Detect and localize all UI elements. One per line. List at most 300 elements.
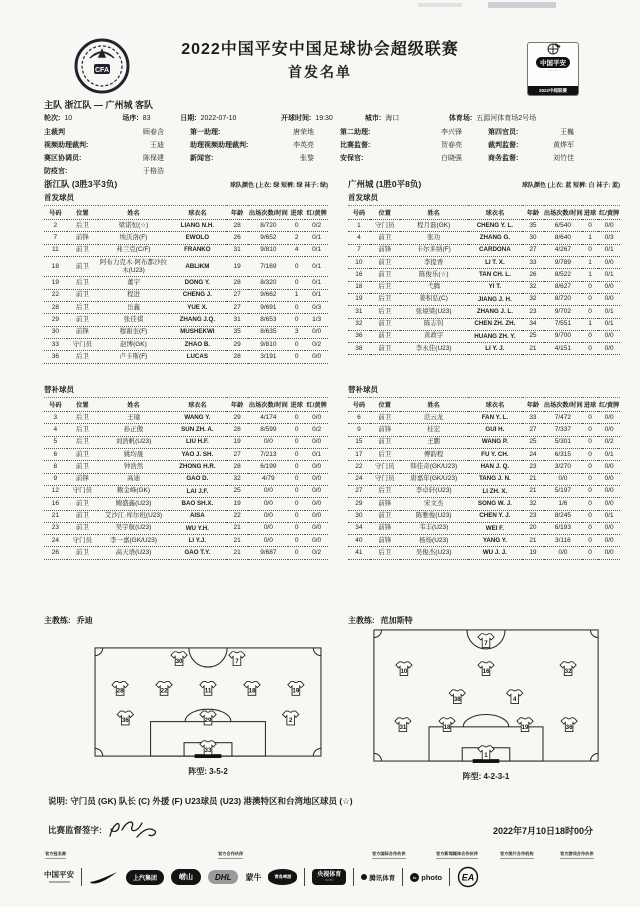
player-cell: 0/0 — [598, 281, 620, 293]
player-cell: 28 — [226, 277, 249, 289]
player-cell: 后卫 — [67, 277, 98, 289]
jersey-icon — [156, 681, 172, 695]
player-cell: 32 — [522, 498, 544, 510]
official-role: 赛区协调员: — [44, 155, 82, 162]
player-cell: GUI H. — [468, 424, 522, 436]
match-info-pair — [365, 113, 449, 123]
column-header: 姓名 — [98, 398, 169, 412]
player-cell: 0/0 — [598, 293, 620, 305]
player-cell: 0/0 — [305, 351, 328, 363]
column-header: 进球 — [288, 206, 305, 220]
column-header: 球衣名 — [169, 398, 226, 412]
player-cell: TANG J. N. — [468, 473, 522, 485]
player-cell: 0 — [288, 424, 305, 436]
player-cell: 21 — [522, 535, 544, 547]
player-cell: 8/635 — [248, 326, 288, 338]
player-cell: 0/1 — [598, 318, 620, 330]
svg-text:EA: EA — [461, 872, 475, 883]
player-cell: 赵博(GK) — [98, 338, 169, 350]
info-value: 海口 — [385, 115, 400, 122]
player-cell: 7 — [44, 232, 67, 244]
jersey-number: 2 — [288, 717, 293, 725]
column-header: 出场次数/时间 — [544, 206, 582, 220]
home-team-name: 浙江队 (3胜3平3负) — [44, 179, 118, 189]
jersey-icon — [112, 681, 128, 695]
info-label: 日期: — [180, 115, 197, 122]
player-row — [348, 473, 620, 485]
player-cell: JIANG J. H. — [468, 293, 522, 305]
player-cell: 黄政宇 — [400, 330, 468, 342]
player-cell: 28 — [226, 424, 249, 436]
column-header: 号码 — [348, 206, 370, 220]
home-starters-section — [44, 192, 328, 364]
player-cell: 前卫 — [370, 510, 400, 522]
player-cell: 0 — [582, 343, 598, 355]
player-cell: 守门员 — [370, 473, 400, 485]
report-datetime: 2022年7月10日18时00分 — [492, 825, 593, 836]
player-cell: FAN Y. L. — [468, 412, 522, 424]
player-row — [44, 256, 328, 276]
scan-artifact — [488, 2, 556, 8]
player-cell: 前卫 — [67, 314, 98, 326]
divider — [304, 868, 305, 886]
official-item — [190, 153, 340, 163]
player-cell: 0 — [288, 314, 305, 326]
jersey-number: 29 — [204, 717, 212, 725]
badge-event: 2022中超联赛 — [528, 86, 578, 95]
ic-circle-icon: ic — [410, 873, 419, 882]
player-cell: 1 — [348, 220, 370, 232]
official-role: 新闻官: — [190, 155, 214, 162]
column-header: 红/黄牌 — [305, 206, 328, 220]
tencent-dot-icon — [361, 874, 367, 880]
player-cell: 0/0 — [305, 498, 328, 510]
player-cell: 后卫 — [370, 547, 400, 559]
match-info-row — [44, 113, 600, 123]
column-header: 年龄 — [226, 398, 249, 412]
player-cell: ZHAO B. — [169, 338, 226, 350]
jersey-number: 18 — [248, 687, 256, 695]
player-row — [348, 436, 620, 448]
player-cell: 前卫 — [67, 256, 98, 276]
player-row — [44, 244, 328, 256]
player-cell: 19 — [226, 436, 249, 448]
official-role: 主裁判 — [44, 129, 65, 136]
player-cell: 前卫 — [67, 510, 98, 522]
info-label: 城市: — [364, 115, 382, 122]
match-info-pair — [122, 113, 180, 123]
player-cell: 8/653 — [248, 314, 288, 326]
player-row — [44, 351, 328, 363]
legend-line: 说明: 守门员 (GK) 队长 (C) 外援 (F) U23球员 (U23) 港澳特区和台湾地区球员 (☆) — [48, 796, 353, 806]
player-row — [348, 343, 620, 355]
table-header-row — [348, 206, 620, 220]
player-cell: DONG Y. — [169, 277, 226, 289]
player-cell: 33 — [522, 256, 544, 268]
player-cell: 34 — [522, 318, 544, 330]
badge-sub: ········· — [547, 69, 559, 73]
player-cell: 0/0 — [305, 522, 328, 534]
player-cell: 19 — [226, 256, 249, 276]
mengniu-logo: 蒙牛 — [245, 872, 262, 882]
player-cell: 7/551 — [544, 318, 582, 330]
official-name: 张黎 — [300, 155, 314, 162]
column-header: 红/黄牌 — [598, 398, 620, 412]
player-cell: 33 — [44, 338, 67, 350]
player-cell: LI ZH. X. — [468, 485, 522, 497]
official-item — [44, 140, 190, 150]
player-cell: 4 — [288, 244, 305, 256]
player-cell: 1/6 — [544, 498, 582, 510]
player-row — [348, 498, 620, 510]
player-cell: 王瑜 — [98, 412, 169, 424]
player-cell: 守门员 — [67, 485, 98, 497]
player-cell: 9/700 — [544, 330, 582, 342]
player-cell: 0/0 — [248, 485, 288, 497]
official-name: 王迪 — [150, 142, 164, 149]
player-cell: 韦丰(U23) — [400, 522, 468, 534]
player-cell: 7/472 — [544, 412, 582, 424]
jersey-number: 31 — [399, 723, 407, 731]
player-cell: AISA — [169, 510, 226, 522]
info-value: 83 — [142, 115, 151, 122]
player-cell: 0 — [582, 461, 598, 473]
player-cell: 后卫 — [370, 281, 400, 293]
player-cell: 31 — [226, 244, 249, 256]
player-row — [348, 244, 620, 256]
official-item — [488, 127, 600, 137]
player-cell: 韩佳奇(GK/U23) — [400, 461, 468, 473]
player-cell: 前锋 — [370, 535, 400, 547]
player-row — [348, 330, 620, 342]
player-cell: 前卫 — [370, 436, 400, 448]
player-cell: 7/169 — [248, 256, 288, 276]
column-header: 年龄 — [226, 206, 249, 220]
player-cell: 前锋 — [370, 498, 400, 510]
player-cell: ZHANG G. — [468, 232, 522, 244]
player-cell: 前卫 — [370, 412, 400, 424]
jersey-number: 38 — [453, 695, 461, 703]
column-header: 球衣名 — [169, 206, 226, 220]
player-cell: 0 — [288, 448, 305, 460]
column-header: 进球 — [582, 398, 598, 412]
player-cell: 32 — [226, 473, 249, 485]
player-cell: 后卫 — [67, 424, 98, 436]
player-cell: 李卓轩(U23) — [400, 485, 468, 497]
player-cell: 卢卡斯(F) — [98, 351, 169, 363]
player-cell: 0/1 — [305, 289, 328, 301]
player-cell: 0 — [582, 244, 598, 256]
player-cell: 0 — [288, 220, 305, 232]
player-cell: 前卫 — [370, 256, 400, 268]
sponsor-category: 官方国际合作伙伴 — [372, 851, 406, 859]
jersey-icon — [517, 718, 533, 732]
player-row — [44, 220, 328, 232]
player-cell: 鲍盛鑫(U23) — [98, 498, 169, 510]
player-cell: 桂宏 — [400, 424, 468, 436]
player-cell: CHENG J. — [169, 289, 226, 301]
official-name: 于格浩 — [143, 168, 164, 175]
player-cell: 弗兰克(C/F) — [98, 244, 169, 256]
player-cell: 0/0 — [598, 424, 620, 436]
player-cell: 宋文杰 — [400, 498, 468, 510]
player-cell: 钟浩然 — [98, 461, 169, 473]
player-cell: 5 — [44, 436, 67, 448]
column-header: 出场次数/时间 — [544, 398, 582, 412]
player-row — [348, 547, 620, 559]
official-item — [340, 127, 488, 137]
away-subs-section — [348, 384, 620, 560]
tsingtao-logo: 青岛啤酒 — [268, 869, 297, 884]
player-cell: FRANKO — [169, 244, 226, 256]
player-row — [44, 448, 328, 460]
player-cell: 孙正傲 — [98, 424, 169, 436]
player-cell: 0 — [582, 547, 598, 559]
column-header: 姓名 — [400, 398, 468, 412]
player-cell: 8 — [44, 461, 67, 473]
player-cell: 36 — [348, 330, 370, 342]
official-item — [190, 127, 340, 137]
player-cell: 0 — [288, 302, 305, 314]
player-cell: 后卫 — [370, 448, 400, 460]
jersey-number: 36 — [565, 723, 573, 731]
player-cell: 0/0 — [248, 498, 288, 510]
player-row — [44, 338, 328, 350]
official-role: 视频助理裁判: — [44, 142, 89, 149]
player-cell: 38 — [348, 343, 370, 355]
player-cell: 0 — [582, 306, 598, 318]
jersey-number: 28 — [116, 687, 124, 695]
player-cell: 24 — [44, 535, 67, 547]
player-cell: 33 — [522, 412, 544, 424]
jersey-icon — [200, 681, 216, 695]
player-cell: 前卫 — [67, 289, 98, 301]
away-starters-section — [348, 192, 620, 355]
column-header: 进球 — [582, 206, 598, 220]
player-cell: LIANG N.H. — [169, 220, 226, 232]
player-cell: 卡尔多纳(F) — [400, 244, 468, 256]
player-cell: 前卫 — [370, 269, 400, 281]
player-cell: 0/0 — [305, 510, 328, 522]
player-cell: 0/0 — [598, 412, 620, 424]
official-role: 安保官: — [340, 155, 364, 162]
player-cell: 3/191 — [248, 351, 288, 363]
home-team-header — [44, 178, 328, 190]
sponsor-category: 官方冠名商 — [45, 851, 66, 859]
player-cell: 30 — [522, 232, 544, 244]
player-row — [44, 424, 328, 436]
player-cell: 11 — [44, 244, 67, 256]
official-name: 王巍 — [560, 129, 574, 136]
player-row — [348, 522, 620, 534]
player-cell: 25 — [226, 485, 249, 497]
player-cell: 29 — [44, 314, 67, 326]
player-cell: LI Y.J. — [169, 535, 226, 547]
cctv-sports-logo: 央视体育 CCTV — [312, 869, 346, 886]
jersey-icon — [283, 711, 299, 725]
player-cell: 李一嘉(GK/U23) — [98, 535, 169, 547]
player-cell: 0 — [288, 277, 305, 289]
player-cell: 后卫 — [67, 220, 98, 232]
player-cell: 34 — [348, 522, 370, 534]
player-cell: 前卫 — [67, 448, 98, 460]
player-cell: 20 — [522, 522, 544, 534]
player-cell: WU J. J. — [468, 547, 522, 559]
player-row — [348, 485, 620, 497]
subs-label: 替补球员 — [44, 385, 74, 394]
sponsor-category: 官方图片合作机构 — [500, 851, 534, 859]
player-cell: 23 — [522, 461, 544, 473]
player-cell: 0/0 — [544, 473, 582, 485]
sponsor-category-labels — [0, 851, 640, 861]
player-cell: 24 — [348, 473, 370, 485]
info-value: 五源河体育场2号场 — [476, 115, 537, 122]
jersey-number: 22 — [160, 687, 168, 695]
table-header-row — [44, 206, 328, 220]
player-row — [348, 220, 620, 232]
coach-label: 主教练: — [44, 616, 71, 625]
official-role: 第四官员: — [488, 129, 519, 136]
player-cell: 23 — [44, 522, 67, 534]
home-coach-name: 乔迪 — [76, 616, 93, 625]
official-item — [340, 153, 488, 163]
player-cell: 0/1 — [305, 244, 328, 256]
player-cell: 李永佳(U23) — [400, 343, 468, 355]
player-cell: 0 — [288, 498, 305, 510]
player-cell: 25 — [522, 436, 544, 448]
player-cell: 21 — [522, 473, 544, 485]
divider — [353, 868, 354, 886]
official-name: 陈保建 — [143, 155, 164, 162]
info-label: 轮次: — [44, 115, 61, 122]
player-cell: 22 — [226, 510, 249, 522]
player-cell: 27 — [522, 244, 544, 256]
player-cell: 张境梁(U23) — [400, 306, 468, 318]
player-row — [44, 277, 328, 289]
player-cell: 25 — [522, 330, 544, 342]
player-row — [44, 289, 328, 301]
starters-label: 首发球员 — [44, 193, 74, 202]
badge-ball-icon — [545, 43, 561, 55]
player-cell: 0 — [288, 256, 305, 276]
pingan-logo: 中国平安 — [44, 871, 74, 882]
column-header: 号码 — [348, 398, 370, 412]
player-cell: 守门员 — [67, 338, 98, 350]
cfa-logo — [74, 38, 130, 94]
player-cell: 7/337 — [544, 424, 582, 436]
jersey-number: 4 — [513, 695, 517, 703]
column-header: 球衣名 — [468, 398, 522, 412]
player-cell: 21 — [44, 510, 67, 522]
official-name: 李兴锋 — [441, 129, 462, 136]
player-cell: 9/687 — [248, 547, 288, 559]
official-item — [488, 140, 600, 150]
jersey-number: 7 — [484, 639, 488, 647]
jersey-number: 16 — [482, 667, 490, 675]
home-starters-table — [44, 205, 328, 364]
player-cell: 18 — [44, 256, 67, 276]
player-cell: 0/0 — [598, 522, 620, 534]
sponsor-category: 官方合作伙伴 — [218, 851, 243, 859]
home-team-kit: 球队颜色 (上衣: 绿 短裤: 绿 袜子: 绿) — [230, 183, 328, 189]
player-cell: 程月磊(GK) — [400, 220, 468, 232]
home-subs-section — [44, 384, 328, 560]
player-cell: 0 — [582, 535, 598, 547]
player-cell: 6/193 — [544, 522, 582, 534]
player-cell: 0/1 — [598, 306, 620, 318]
laoshan-logo: 崂山 — [171, 869, 201, 885]
player-cell: FU Y. CH. — [468, 448, 522, 460]
player-cell: CHEN Y. J. — [468, 510, 522, 522]
player-cell: ABLIKM — [169, 256, 226, 276]
divider — [81, 868, 82, 886]
tencent-sports-logo: 腾讯体育 — [361, 873, 395, 882]
player-cell: CHEN ZH. ZH. — [468, 318, 522, 330]
player-cell: 9 — [348, 424, 370, 436]
player-row — [348, 461, 620, 473]
player-cell: 32 — [522, 281, 544, 293]
player-row — [348, 293, 620, 305]
player-cell: 35 — [522, 220, 544, 232]
official-item — [488, 153, 600, 163]
table-header-row — [44, 398, 328, 412]
player-cell: 29 — [226, 338, 249, 350]
player-cell: 0/0 — [598, 343, 620, 355]
player-cell: ZHONG H.R. — [169, 461, 226, 473]
column-header: 年龄 — [522, 398, 544, 412]
player-row — [44, 326, 328, 338]
player-cell: 董宇 — [98, 277, 169, 289]
player-cell: 0 — [582, 281, 598, 293]
player-cell: 前卫 — [370, 330, 400, 342]
svg-text:CFA: CFA — [95, 67, 109, 74]
player-cell: 6/315 — [544, 448, 582, 460]
player-cell: 27 — [348, 485, 370, 497]
player-cell: 0 — [582, 522, 598, 534]
player-cell: 10 — [348, 256, 370, 268]
player-row — [44, 485, 328, 497]
player-cell: 29 — [226, 412, 249, 424]
player-row — [44, 510, 328, 522]
player-cell: 5/197 — [544, 485, 582, 497]
player-cell: 21 — [226, 535, 249, 547]
away-subs-table — [348, 397, 620, 560]
player-row — [348, 535, 620, 547]
starters-label: 首发球员 — [348, 193, 378, 202]
player-cell: 19 — [44, 277, 67, 289]
ea-sports-logo — [457, 866, 479, 888]
page-title: 2022中国平安中国足球协会超级联赛 — [181, 41, 459, 58]
jersey-icon — [171, 652, 187, 666]
player-cell: LUCAS — [169, 351, 226, 363]
matchup-line: 主队 浙江队 — 广州城 客队 — [44, 100, 154, 110]
player-cell: 21 — [226, 522, 249, 534]
player-row — [44, 535, 328, 547]
ic-photo-logo: ic photo — [410, 873, 442, 882]
jersey-icon — [200, 711, 216, 725]
info-value: 19:30 — [315, 115, 333, 122]
player-cell: 3/270 — [544, 461, 582, 473]
column-header: 号码 — [44, 206, 67, 220]
player-cell: 后卫 — [370, 485, 400, 497]
player-cell: 28 — [226, 220, 249, 232]
player-cell: 程进 — [98, 289, 169, 301]
player-cell: 0 — [288, 522, 305, 534]
home-coach-line — [44, 615, 93, 626]
player-cell: 前锋 — [370, 522, 400, 534]
official-name: 刘竹佳 — [553, 155, 574, 162]
signature-handwriting — [106, 818, 162, 842]
